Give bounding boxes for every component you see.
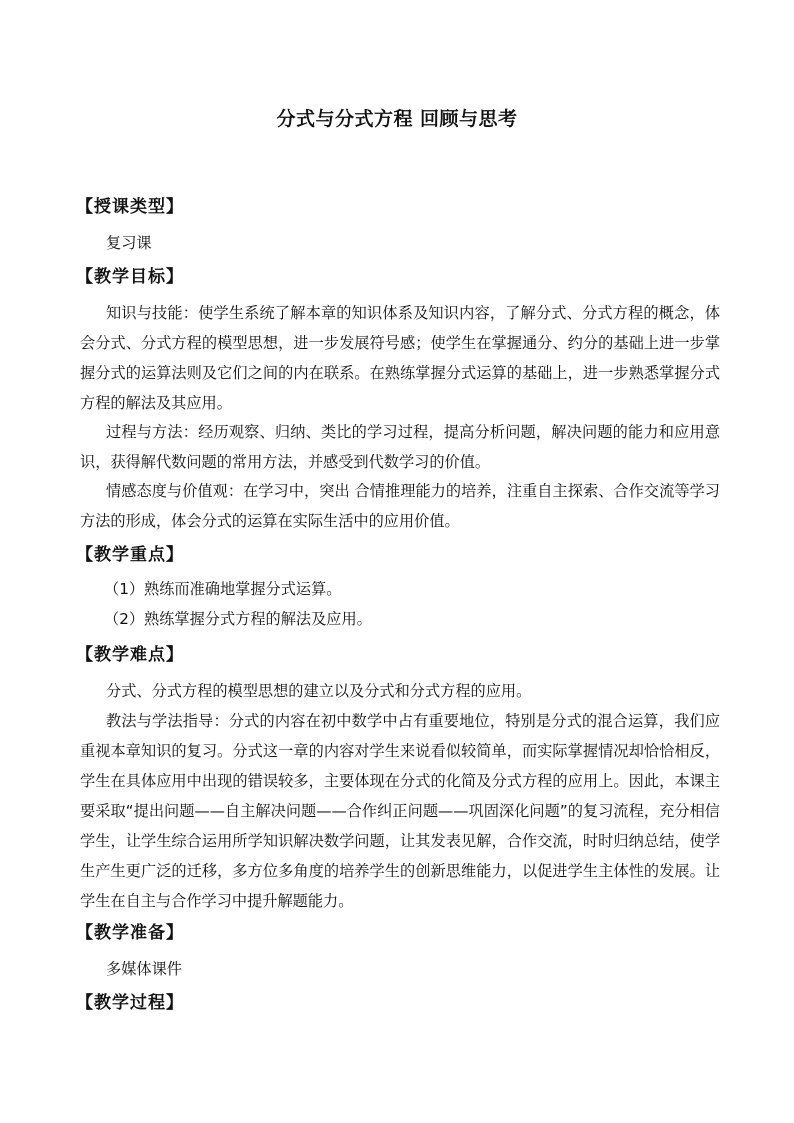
- goals-paragraph-emotion: 情感态度与价值观：在学习中，突出 合情推理能力的培养，注重自主探索、合作交流等学习方法的形成，体会分式的运算在实际生活中的应用价值。: [80, 482, 720, 530]
- section-heading-type: 【授课类型】: [76, 197, 184, 217]
- difficulties-paragraph: 分式、分式方程的模型思想的建立以及分式和分式方程的应用。: [106, 682, 532, 700]
- preparation-content: 多媒体课件: [106, 960, 182, 978]
- keypoint-item-2: （2）熟练掌握分式方程的解法及应用。: [104, 610, 372, 628]
- section-heading-preparation: 【教学准备】: [76, 923, 184, 943]
- goals-paragraph-knowledge: 知识与技能：使学生系统了解本章的知识体系及知识内容，了解分式、分式方程的概念，体会分式、分式方程的模型思想，进一步发展符号感；使学生在掌握通分、约分的基础上进一步掌握分式的运算法则及它们之间的内在联系。在熟练掌握分式运算的基础上，进一步熟悉掌握分式方程的解法及其应用。: [80, 304, 720, 412]
- document-title: 分式与分式方程 回顾与思考: [276, 108, 518, 130]
- section-heading-goals: 【教学目标】: [76, 267, 184, 287]
- type-content: 复习课: [106, 234, 152, 252]
- goals-paragraph-process: 过程与方法：经历观察、归纳、类比的学习过程，提高分析问题，解决问题的能力和应用意识，获得解代数问题的常用方法，并感受到代数学习的价值。: [80, 423, 720, 471]
- method-guidance-paragraph: 教法与学法指导：分式的内容在初中数学中占有重要地位，特别是分式的混合运算，我们应重视本章知识的复习。分式这一章的内容对学生来说看似较简单，而实际掌握情况却恰恰相反，学生在具体应用中出现的错误较多，主要体现在分式的化简及分式方程的应用上。因此，本课主要采取“提出问题——自主解决问题——合作纠正问题——巩固深化问题”的复习流程，充分相信学生，让学生综合运用所学知识解决数学问题，让其发表见解，合作交流，时时归纳总结，使学生产生更广泛的迁移，多方位多角度的培养学生的创新思维能力，以促进学生主体性的发展。让学生在自主与合作学习中提升解题能力。: [80, 712, 720, 910]
- section-heading-keypoints: 【教学重点】: [76, 545, 184, 565]
- keypoint-item-1: （1）熟练而准确地掌握分式运算。: [104, 580, 342, 598]
- section-heading-difficulties: 【教学难点】: [76, 645, 184, 665]
- section-heading-process: 【教学过程】: [76, 993, 184, 1013]
